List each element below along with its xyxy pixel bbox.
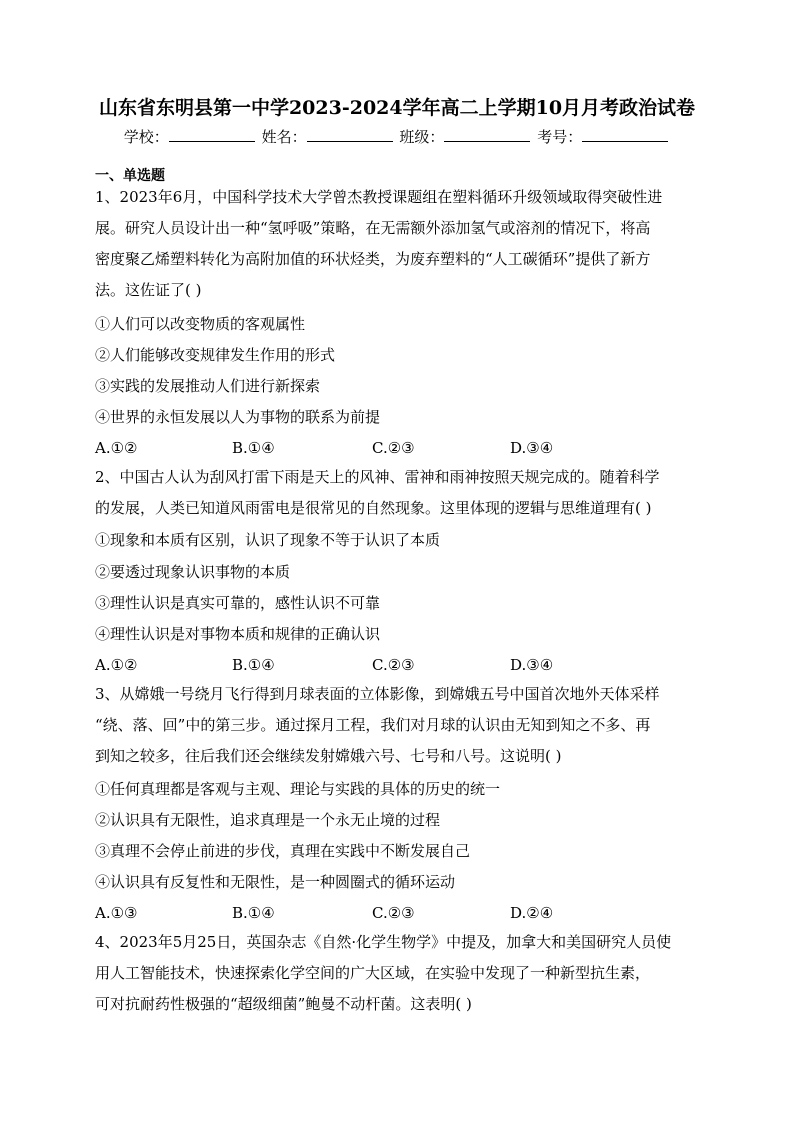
stem-line: 展。研究人员设计出一种“氢呼吸”策略，在无需额外添加氢气或溶剂的情况下，将高 bbox=[95, 219, 651, 237]
choice-c[interactable]: C.②③ bbox=[372, 904, 415, 922]
question-2-option-3: ③理性认识是真实可靠的，感性认识不可靠 bbox=[95, 594, 381, 612]
stem-line: 4、2023年5月25日，英国杂志《自然·化学生物学》中提及，加拿大和美国研究人员使 bbox=[95, 933, 672, 951]
question-2-option-4: ④理性认识是对事物本质和规律的正确认识 bbox=[95, 625, 381, 643]
choice-c[interactable]: C.②③ bbox=[372, 656, 415, 674]
name-blank[interactable] bbox=[307, 127, 393, 142]
choice-a[interactable]: A.①② bbox=[95, 439, 138, 457]
question-2-choices bbox=[95, 655, 695, 675]
class-label: 班级： bbox=[399, 128, 445, 146]
choice-b[interactable]: B.①④ bbox=[232, 439, 275, 457]
exam-number-label: 考号： bbox=[537, 128, 583, 146]
question-2-option-2: ②要透过现象认识事物的本质 bbox=[95, 563, 291, 581]
question-3-option-2: ②认识具有无限性，追求真理是一个永无止境的过程 bbox=[95, 811, 441, 829]
stem-line: 1、2023年6月，中国科学技术大学曾杰教授课题组在塑料循环升级领域取得突破性进 bbox=[95, 188, 663, 206]
name-label: 姓名： bbox=[261, 128, 307, 146]
choice-c[interactable]: C.②③ bbox=[372, 439, 415, 457]
stem-line: 3、从嫦娥一号绕月飞行得到月球表面的立体影像，到嫦娥五号中国首次地外天体采样 bbox=[95, 685, 660, 703]
question-2-stem bbox=[95, 462, 705, 524]
question-3-choices bbox=[95, 903, 695, 923]
exam-title: 山东省东明县第一中学2023-2024学年高二上学期10月月考政治试卷 bbox=[98, 97, 696, 119]
class-blank[interactable] bbox=[444, 127, 530, 142]
choice-b[interactable]: B.①④ bbox=[232, 656, 275, 674]
question-1-stem bbox=[95, 182, 705, 306]
question-1-option-3: ③实践的发展推动人们进行新探索 bbox=[95, 377, 321, 395]
stem-line: “绕、落、回”中的第三步。通过探月工程，我们对月球的认识由无知到知之不多、再 bbox=[95, 716, 651, 734]
question-1-option-2: ②人们能够改变规律发生作用的形式 bbox=[95, 346, 336, 364]
question-1-choices bbox=[95, 438, 695, 458]
question-3-stem bbox=[95, 679, 705, 772]
student-info-line bbox=[0, 126, 794, 148]
stem-line: 的发展，人类已知道风雨雷电是很常见的自然现象。这里体现的逻辑与思维道理有( ) bbox=[95, 499, 652, 517]
choice-a[interactable]: A.①② bbox=[95, 656, 138, 674]
question-3-option-1: ①任何真理都是客观与主观、理论与实践的具体的历史的统一 bbox=[95, 780, 501, 798]
stem-line: 密度聚乙烯塑料转化为高附加值的环状烃类，为废弃塑料的“人工碳循环”提供了新方 bbox=[95, 250, 651, 268]
question-2-option-1: ①现象和本质有区别，认识了现象不等于认识了本质 bbox=[95, 531, 441, 549]
exam-number-blank[interactable] bbox=[582, 127, 668, 142]
stem-line: 到知之较多，往后我们还会继续发射嫦娥六号、七号和八号。这说明( ) bbox=[95, 747, 562, 765]
question-1-option-4: ④世界的永恒发展以人为事物的联系为前提 bbox=[95, 408, 381, 426]
stem-line: 法。这佐证了( ) bbox=[95, 281, 202, 299]
question-3-option-4: ④认识具有反复性和无限性，是一种圆圈式的循环运动 bbox=[95, 873, 456, 891]
question-1-option-1: ①人们可以改变物质的客观属性 bbox=[95, 315, 306, 333]
choice-a[interactable]: A.①③ bbox=[95, 904, 138, 922]
choice-d[interactable]: D.③④ bbox=[510, 439, 554, 457]
section-title: 一、单选题 bbox=[95, 168, 165, 184]
school-blank[interactable] bbox=[169, 127, 255, 142]
choice-d[interactable]: D.②④ bbox=[510, 904, 554, 922]
school-label: 学校： bbox=[123, 128, 169, 146]
stem-line: 2、中国古人认为刮风打雷下雨是天上的风神、雷神和雨神按照天规完成的。随着科学 bbox=[95, 468, 660, 486]
question-4-stem bbox=[95, 927, 705, 1020]
question-3-option-3: ③真理不会停止前进的步伐，真理在实践中不断发展自己 bbox=[95, 842, 471, 860]
choice-d[interactable]: D.③④ bbox=[510, 656, 554, 674]
choice-b[interactable]: B.①④ bbox=[232, 904, 275, 922]
stem-line: 用人工智能技术，快速探索化学空间的广大区域，在实验中发现了一种新型抗生素， bbox=[95, 964, 651, 982]
stem-line: 可对抗耐药性极强的“超级细菌”鲍曼不动杆菌。这表明( ) bbox=[95, 995, 472, 1013]
